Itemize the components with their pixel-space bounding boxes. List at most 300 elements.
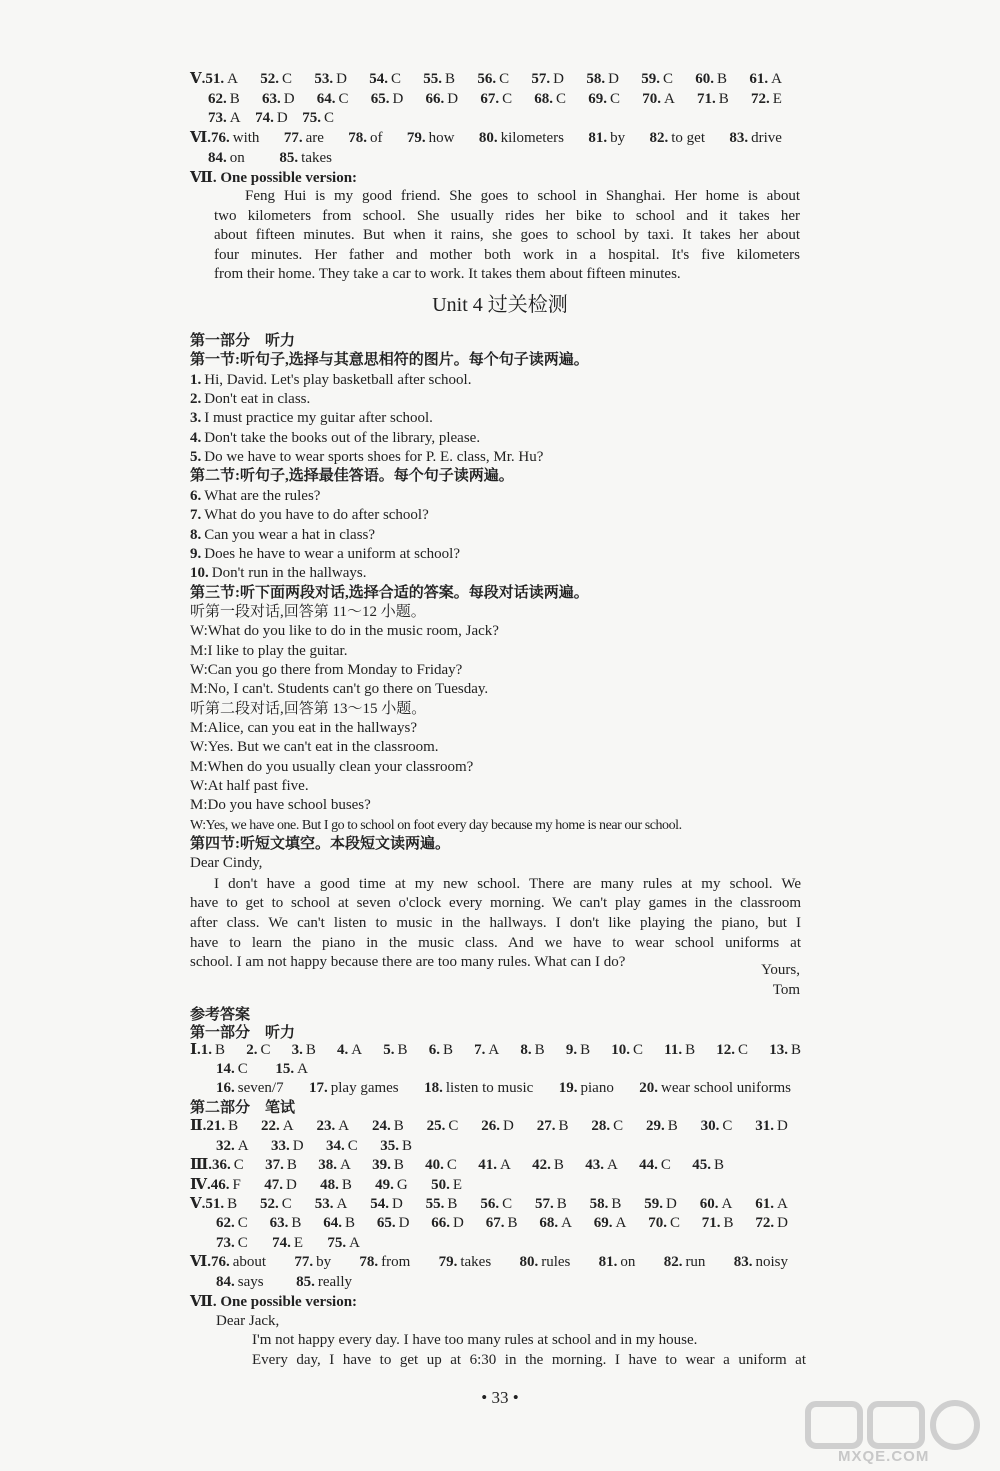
question-number: 60.	[695, 71, 715, 87]
answer-item	[650, 129, 706, 148]
answer-item	[348, 129, 382, 148]
answer-value: about	[232, 1254, 267, 1270]
answer-value: C	[632, 1042, 643, 1058]
essay-line: from their home. They take a car to work. It takes them about fifteen minutes.	[214, 266, 681, 283]
question-number: 65.	[370, 91, 390, 107]
answer-item	[426, 90, 459, 109]
answer-item	[190, 70, 238, 89]
answer-value: B	[229, 91, 240, 107]
answer-item	[648, 1214, 680, 1233]
essay-line: four minutes. Her father and mother both work in a hospital. It's five kilometers	[214, 246, 800, 263]
answer-row	[216, 1273, 352, 1292]
answer-value: says	[237, 1274, 264, 1290]
answer-row	[216, 1214, 788, 1233]
question-number: 84.	[216, 1274, 235, 1290]
letter-greeting: Dear Cindy,	[190, 855, 263, 872]
watermark-text: MXQE.COM	[838, 1448, 930, 1465]
answer-value: C	[347, 1138, 358, 1154]
answer-value: B	[556, 1196, 567, 1212]
item-number: 6.	[190, 487, 202, 504]
answer-value: takes	[460, 1254, 492, 1270]
question-number: 77.	[283, 130, 303, 146]
answer-item	[359, 1253, 410, 1272]
answer-item	[262, 90, 295, 109]
answer-item	[190, 129, 259, 148]
answer-row	[216, 1060, 308, 1079]
script-line	[190, 526, 375, 545]
answer-row	[216, 1079, 791, 1098]
question-number: 1.	[200, 1042, 213, 1058]
question-number: 2.	[246, 1042, 258, 1058]
answer-item	[646, 1117, 678, 1136]
answer-item	[431, 1214, 464, 1233]
question-number: 79.	[406, 130, 426, 146]
question-number: 22.	[261, 1118, 280, 1134]
answer-item	[190, 1041, 225, 1060]
section-numeral: Ⅵ.	[190, 1254, 211, 1270]
answer-item	[641, 70, 673, 89]
answer-value: by	[316, 1254, 332, 1270]
answer-item	[190, 1176, 241, 1195]
answer-item	[431, 1176, 462, 1195]
answer-item	[216, 1060, 248, 1079]
answer-item	[644, 1195, 677, 1214]
answer-value: how	[428, 130, 455, 146]
dialog-line: M:Alice, can you eat in the hallways?	[190, 720, 418, 736]
answer-value: E	[772, 91, 782, 107]
question-number: 76.	[211, 1254, 230, 1270]
answer-value: A	[338, 1118, 350, 1134]
answer-value: from	[381, 1254, 411, 1270]
answer-row	[190, 129, 782, 148]
section-numeral: Ⅲ.	[190, 1157, 213, 1173]
answer-value: B	[228, 1118, 239, 1134]
question-number: 3.	[291, 1042, 303, 1058]
answer-item	[407, 129, 455, 148]
answer-value: D	[283, 91, 295, 107]
question-number: 57.	[534, 1196, 554, 1212]
answer-row	[190, 1195, 788, 1214]
answer-value: B	[341, 1177, 352, 1193]
answer-item	[429, 1041, 453, 1060]
answer-item	[318, 1156, 351, 1175]
answer-value: D	[336, 71, 347, 87]
question-number: 52.	[260, 1196, 279, 1212]
answer-item	[272, 1234, 303, 1253]
question-number: 70.	[648, 1215, 667, 1231]
answer-value: A	[339, 1157, 351, 1173]
item-text: Does he have to wear a uniform at school?	[204, 545, 460, 562]
answer-item	[314, 70, 347, 89]
question-number: 58.	[586, 71, 606, 87]
question-number: 58.	[589, 1196, 609, 1212]
answer-value: B	[215, 1042, 226, 1058]
answer-value: B	[447, 1196, 458, 1212]
answer-item	[478, 1156, 511, 1175]
answer-item	[271, 1137, 304, 1156]
answer-value: A	[500, 1157, 511, 1173]
essay-line: two kilometers from school. She usually rides her bike to school and it takes her	[214, 207, 800, 224]
question-number: 38.	[318, 1157, 337, 1173]
answer-value: B	[667, 1118, 678, 1134]
answer-item	[481, 1117, 514, 1136]
answer-value: D	[276, 110, 288, 126]
answer-item	[588, 90, 620, 109]
question-number: 9.	[565, 1042, 578, 1058]
answer-value: kilometers	[500, 130, 564, 146]
answer-item	[477, 70, 509, 89]
answer-item	[427, 1117, 459, 1136]
answer-row	[190, 70, 782, 89]
answer-value: C	[499, 71, 510, 87]
answer-row	[216, 1234, 360, 1253]
dialog-line: W:Can you go there from Monday to Friday?	[190, 661, 463, 678]
answer-item	[190, 1156, 244, 1175]
item-number: 8.	[190, 526, 202, 543]
answer-value: E	[293, 1235, 304, 1251]
question-number: 62.	[208, 91, 227, 107]
question-number: 67.	[480, 91, 500, 107]
question-number: 42.	[532, 1157, 551, 1173]
dialog-line: M:When do you usually clean your classroom?	[190, 758, 474, 775]
answer-value: C	[610, 91, 621, 107]
answer-value: D	[292, 1138, 304, 1154]
answer-value: C	[446, 1157, 457, 1173]
answer-item	[372, 1117, 404, 1136]
question-number: 17.	[309, 1080, 328, 1096]
answer-item	[423, 70, 455, 89]
answer-value: takes	[301, 150, 332, 166]
answer-item	[292, 1041, 316, 1060]
question-number: 81.	[598, 1254, 618, 1270]
answer-item	[208, 109, 241, 128]
section-numeral: Ⅴ.	[190, 71, 206, 87]
answer-item	[590, 1195, 622, 1214]
answer-row	[208, 149, 332, 168]
answer-item	[639, 1156, 671, 1175]
question-number: 75.	[302, 110, 321, 126]
question-number: 65.	[376, 1215, 396, 1231]
answer-value: play games	[330, 1080, 399, 1096]
answer-value: on	[620, 1254, 636, 1270]
answer-item	[594, 1214, 627, 1233]
answer-value: listen to music	[445, 1080, 534, 1096]
answer-item	[315, 1195, 348, 1214]
answer-item	[520, 1041, 544, 1060]
answer-value: B	[344, 1215, 355, 1231]
question-number: 71.	[701, 1215, 721, 1231]
answer-value: C	[281, 1196, 292, 1212]
essay-line: about fifteen minutes. But when it rains, she goes to school by taxi. It takes her about	[214, 227, 800, 244]
dialog-line: M:No, I can't. Students can't go there on Tuesday.	[190, 681, 489, 698]
answer-item	[320, 1176, 352, 1195]
answer-item	[751, 90, 782, 109]
question-number: 55.	[423, 71, 443, 87]
dialog-line: M:I like to play the guitar.	[190, 642, 348, 659]
answer-item	[586, 70, 619, 89]
answer-value: B	[445, 71, 456, 87]
answer-item	[190, 1195, 237, 1214]
answer-value: wear school uniforms	[661, 1080, 791, 1096]
item-number: 1.	[190, 371, 202, 388]
answer-item	[755, 1195, 788, 1214]
question-number: 48.	[320, 1177, 339, 1193]
answer-row	[190, 1041, 801, 1060]
question-number: 26.	[481, 1118, 501, 1134]
answer-item	[566, 1041, 590, 1060]
answer-item	[265, 1156, 297, 1175]
dialog-line: W:Yes, we have one. But I go to school on foot every day because my home is near our school.	[190, 817, 682, 833]
answer-value: F	[232, 1177, 241, 1193]
answer-value: run	[685, 1254, 706, 1270]
answer-item	[296, 1273, 352, 1292]
question-number: 78.	[359, 1254, 379, 1270]
answers-heading: 参考答案	[190, 1007, 251, 1023]
answer-value: C	[669, 1215, 680, 1231]
answer-value: A	[282, 1118, 294, 1134]
item-text: I must practice my guitar after school.	[204, 410, 433, 427]
question-number: 61.	[755, 1196, 775, 1212]
answer-value: B	[442, 1042, 453, 1058]
section-heading: 第三节:听下面两段对话,选择合适的答案。每段对话读两遍。	[190, 584, 589, 601]
answer-value: B	[685, 1042, 696, 1058]
question-number: 11.	[664, 1042, 683, 1058]
question-number: 84.	[208, 150, 227, 166]
answer-item	[326, 1137, 358, 1156]
dialog-intro: 听第一段对话,回答第 11～12 小题。	[190, 603, 426, 620]
answer-item	[480, 1195, 512, 1214]
section-numeral: Ⅵ.	[190, 130, 211, 146]
question-number: 61.	[749, 71, 769, 87]
answer-item	[692, 1156, 724, 1175]
answer-item	[337, 1041, 362, 1060]
question-number: 52.	[260, 71, 280, 87]
answer-value: A	[606, 1157, 618, 1173]
question-number: 85.	[279, 150, 299, 166]
answer-item	[208, 149, 245, 168]
script-line	[190, 371, 471, 390]
answer-item	[664, 1253, 706, 1272]
question-number: 68.	[539, 1215, 559, 1231]
part-heading: 第二部分 笔试	[190, 1100, 296, 1116]
letter-closing: Yours,	[761, 962, 800, 978]
answer-value: A	[297, 1061, 308, 1077]
script-line	[190, 487, 320, 506]
answer-value: B	[558, 1118, 569, 1134]
answer-item	[531, 70, 564, 89]
answer-value: of	[370, 130, 383, 146]
question-number: 14.	[216, 1061, 235, 1077]
letter-line: have to learn the piano in the music class. And we have to wear school uniforms at	[190, 934, 801, 951]
item-number: 3.	[190, 410, 202, 427]
answer-value: D	[391, 1196, 403, 1212]
question-number: 67.	[485, 1215, 505, 1231]
answer-value: C	[660, 1157, 671, 1173]
answer-item	[371, 90, 404, 109]
question-number: 8.	[520, 1042, 532, 1058]
answer-item	[302, 109, 334, 128]
answer-value: C	[722, 1118, 733, 1134]
answer-value: A	[336, 1196, 348, 1212]
answer-item	[585, 1156, 618, 1175]
answer-item	[424, 1079, 533, 1098]
answer-item	[260, 1195, 292, 1214]
answer-item	[261, 1117, 294, 1136]
answer-item	[317, 1117, 350, 1136]
answer-value: A	[351, 1042, 363, 1058]
unit-title: Unit 4 过关检测	[432, 294, 568, 316]
answer-value: B	[291, 1215, 302, 1231]
answer-row	[216, 1137, 412, 1156]
answer-item	[755, 1117, 788, 1136]
answer-item	[275, 1060, 308, 1079]
answer-value: piano	[580, 1080, 614, 1096]
answer-item	[769, 1041, 801, 1060]
question-number: 80.	[478, 130, 498, 146]
section-numeral: Ⅴ.	[190, 1196, 206, 1212]
answer-value: B	[393, 1157, 404, 1173]
question-number: 19.	[558, 1080, 578, 1096]
dialog-line: W:What do you like to do in the music room, Jack?	[190, 623, 499, 640]
answer-item	[369, 70, 401, 89]
question-number: 15.	[275, 1061, 295, 1077]
question-number: 78.	[348, 130, 368, 146]
section-heading: 第四节:听短文填空。本段短文读两遍。	[190, 836, 450, 853]
script-line	[190, 506, 429, 525]
item-number: 7.	[190, 507, 202, 524]
section-heading: 第二节:听句子,选择最佳答语。每个句子读两遍。	[190, 468, 514, 485]
answer-value: drive	[751, 130, 782, 146]
part-heading: 第一部分 听力	[190, 1025, 296, 1041]
question-number: 81.	[588, 130, 608, 146]
question-number: 51.	[205, 1196, 225, 1212]
answer-item	[264, 1176, 297, 1195]
question-number: 5.	[383, 1042, 395, 1058]
answer-value: C	[502, 91, 513, 107]
question-number: 64.	[316, 91, 336, 107]
answer-value: with	[232, 130, 260, 146]
answer-row	[190, 1176, 462, 1195]
question-number: 20.	[639, 1080, 658, 1096]
answer-item	[611, 1041, 643, 1060]
letter-line: have to get to school at seven o'clock every morning. We can't play games in the classroom	[190, 895, 801, 912]
answer-value: D	[453, 1215, 464, 1231]
item-text: Can you wear a hat in class?	[204, 526, 376, 543]
question-number: 66.	[425, 91, 445, 107]
answer-value: C	[502, 1196, 513, 1212]
answer-value: A	[771, 71, 782, 87]
answer-item	[426, 1195, 458, 1214]
question-number: 69.	[588, 91, 608, 107]
question-number: 28.	[591, 1118, 611, 1134]
item-number: 10.	[190, 565, 209, 582]
question-number: 64.	[323, 1215, 342, 1231]
answer-value: B	[718, 91, 729, 107]
part-heading: 第一部分 听力	[190, 333, 296, 349]
answer-item	[701, 1117, 733, 1136]
item-number: 4.	[190, 429, 202, 446]
answer-value: D	[553, 71, 565, 87]
question-number: 40.	[425, 1157, 444, 1173]
answer-item	[294, 1253, 331, 1272]
answer-value: D	[666, 1196, 677, 1212]
item-text: What do you have to do after school?	[204, 507, 429, 524]
question-number: 83.	[729, 130, 749, 146]
dialog-line: W:At half past five.	[190, 778, 309, 795]
answer-item	[216, 1234, 248, 1253]
question-number: 16.	[216, 1080, 235, 1096]
question-number: 53.	[314, 71, 334, 87]
question-number: 12.	[716, 1042, 736, 1058]
dialog-line: W:Yes. But we can't eat in the classroom.	[190, 739, 439, 756]
answer-item	[474, 1041, 499, 1060]
answer-item	[377, 1214, 410, 1233]
item-text: Do we have to wear sports shoes for P. E. class, Mr. Hu?	[204, 449, 544, 466]
answer-item	[323, 1214, 355, 1233]
answer-value: B	[717, 71, 728, 87]
answer-item	[480, 90, 512, 109]
answer-item	[216, 1079, 284, 1098]
item-number: 5.	[190, 449, 202, 466]
question-number: 7.	[474, 1042, 486, 1058]
question-number: 60.	[699, 1196, 719, 1212]
answer-item	[755, 1214, 788, 1233]
essay-line: Feng Hui is my good friend. She goes to school in Shanghai. Her home is about	[245, 188, 800, 204]
answer-value: B	[286, 1157, 297, 1173]
answer-item	[534, 90, 566, 109]
answer-item	[370, 1195, 403, 1214]
answer-value: C	[260, 1042, 271, 1058]
question-number: 35.	[380, 1138, 399, 1154]
answer-value: B	[553, 1157, 564, 1173]
answer-item	[695, 70, 727, 89]
question-number: 54.	[370, 1196, 389, 1212]
answer-value: C	[738, 1042, 749, 1058]
question-number: 56.	[477, 71, 497, 87]
item-number: 9.	[190, 545, 202, 562]
answer-item	[372, 1156, 404, 1175]
answer-item	[425, 1156, 457, 1175]
letter-line: I don't have a good time at my new school. There are many rules at my school. We	[214, 875, 801, 892]
answer-item	[532, 1156, 564, 1175]
answer-value: A	[237, 1138, 249, 1154]
answer-value: C	[282, 71, 293, 87]
answer-value: noisy	[755, 1254, 788, 1270]
answer-value: B	[580, 1042, 591, 1058]
answer-value: are	[305, 130, 324, 146]
question-number: 6.	[428, 1042, 440, 1058]
answer-item	[216, 1137, 249, 1156]
answer-value: G	[396, 1177, 408, 1193]
answer-value: A	[561, 1215, 572, 1231]
answer-item	[479, 129, 564, 148]
question-number: 68.	[534, 91, 554, 107]
answer-item	[486, 1214, 518, 1233]
section-label: Ⅶ. One possible version:	[190, 1294, 358, 1310]
question-number: 73.	[208, 110, 227, 126]
answer-value: C	[237, 1061, 248, 1077]
question-number: 13.	[769, 1042, 788, 1058]
answer-value: A	[615, 1215, 627, 1231]
item-text: Don't run in the hallways.	[211, 565, 367, 582]
question-number: 70.	[642, 91, 661, 107]
question-number: 59.	[641, 71, 660, 87]
answer-value: B	[713, 1157, 724, 1173]
answer-item	[208, 90, 240, 109]
answer-item	[588, 129, 625, 148]
question-number: 33.	[271, 1138, 290, 1154]
question-number: 23.	[316, 1118, 336, 1134]
